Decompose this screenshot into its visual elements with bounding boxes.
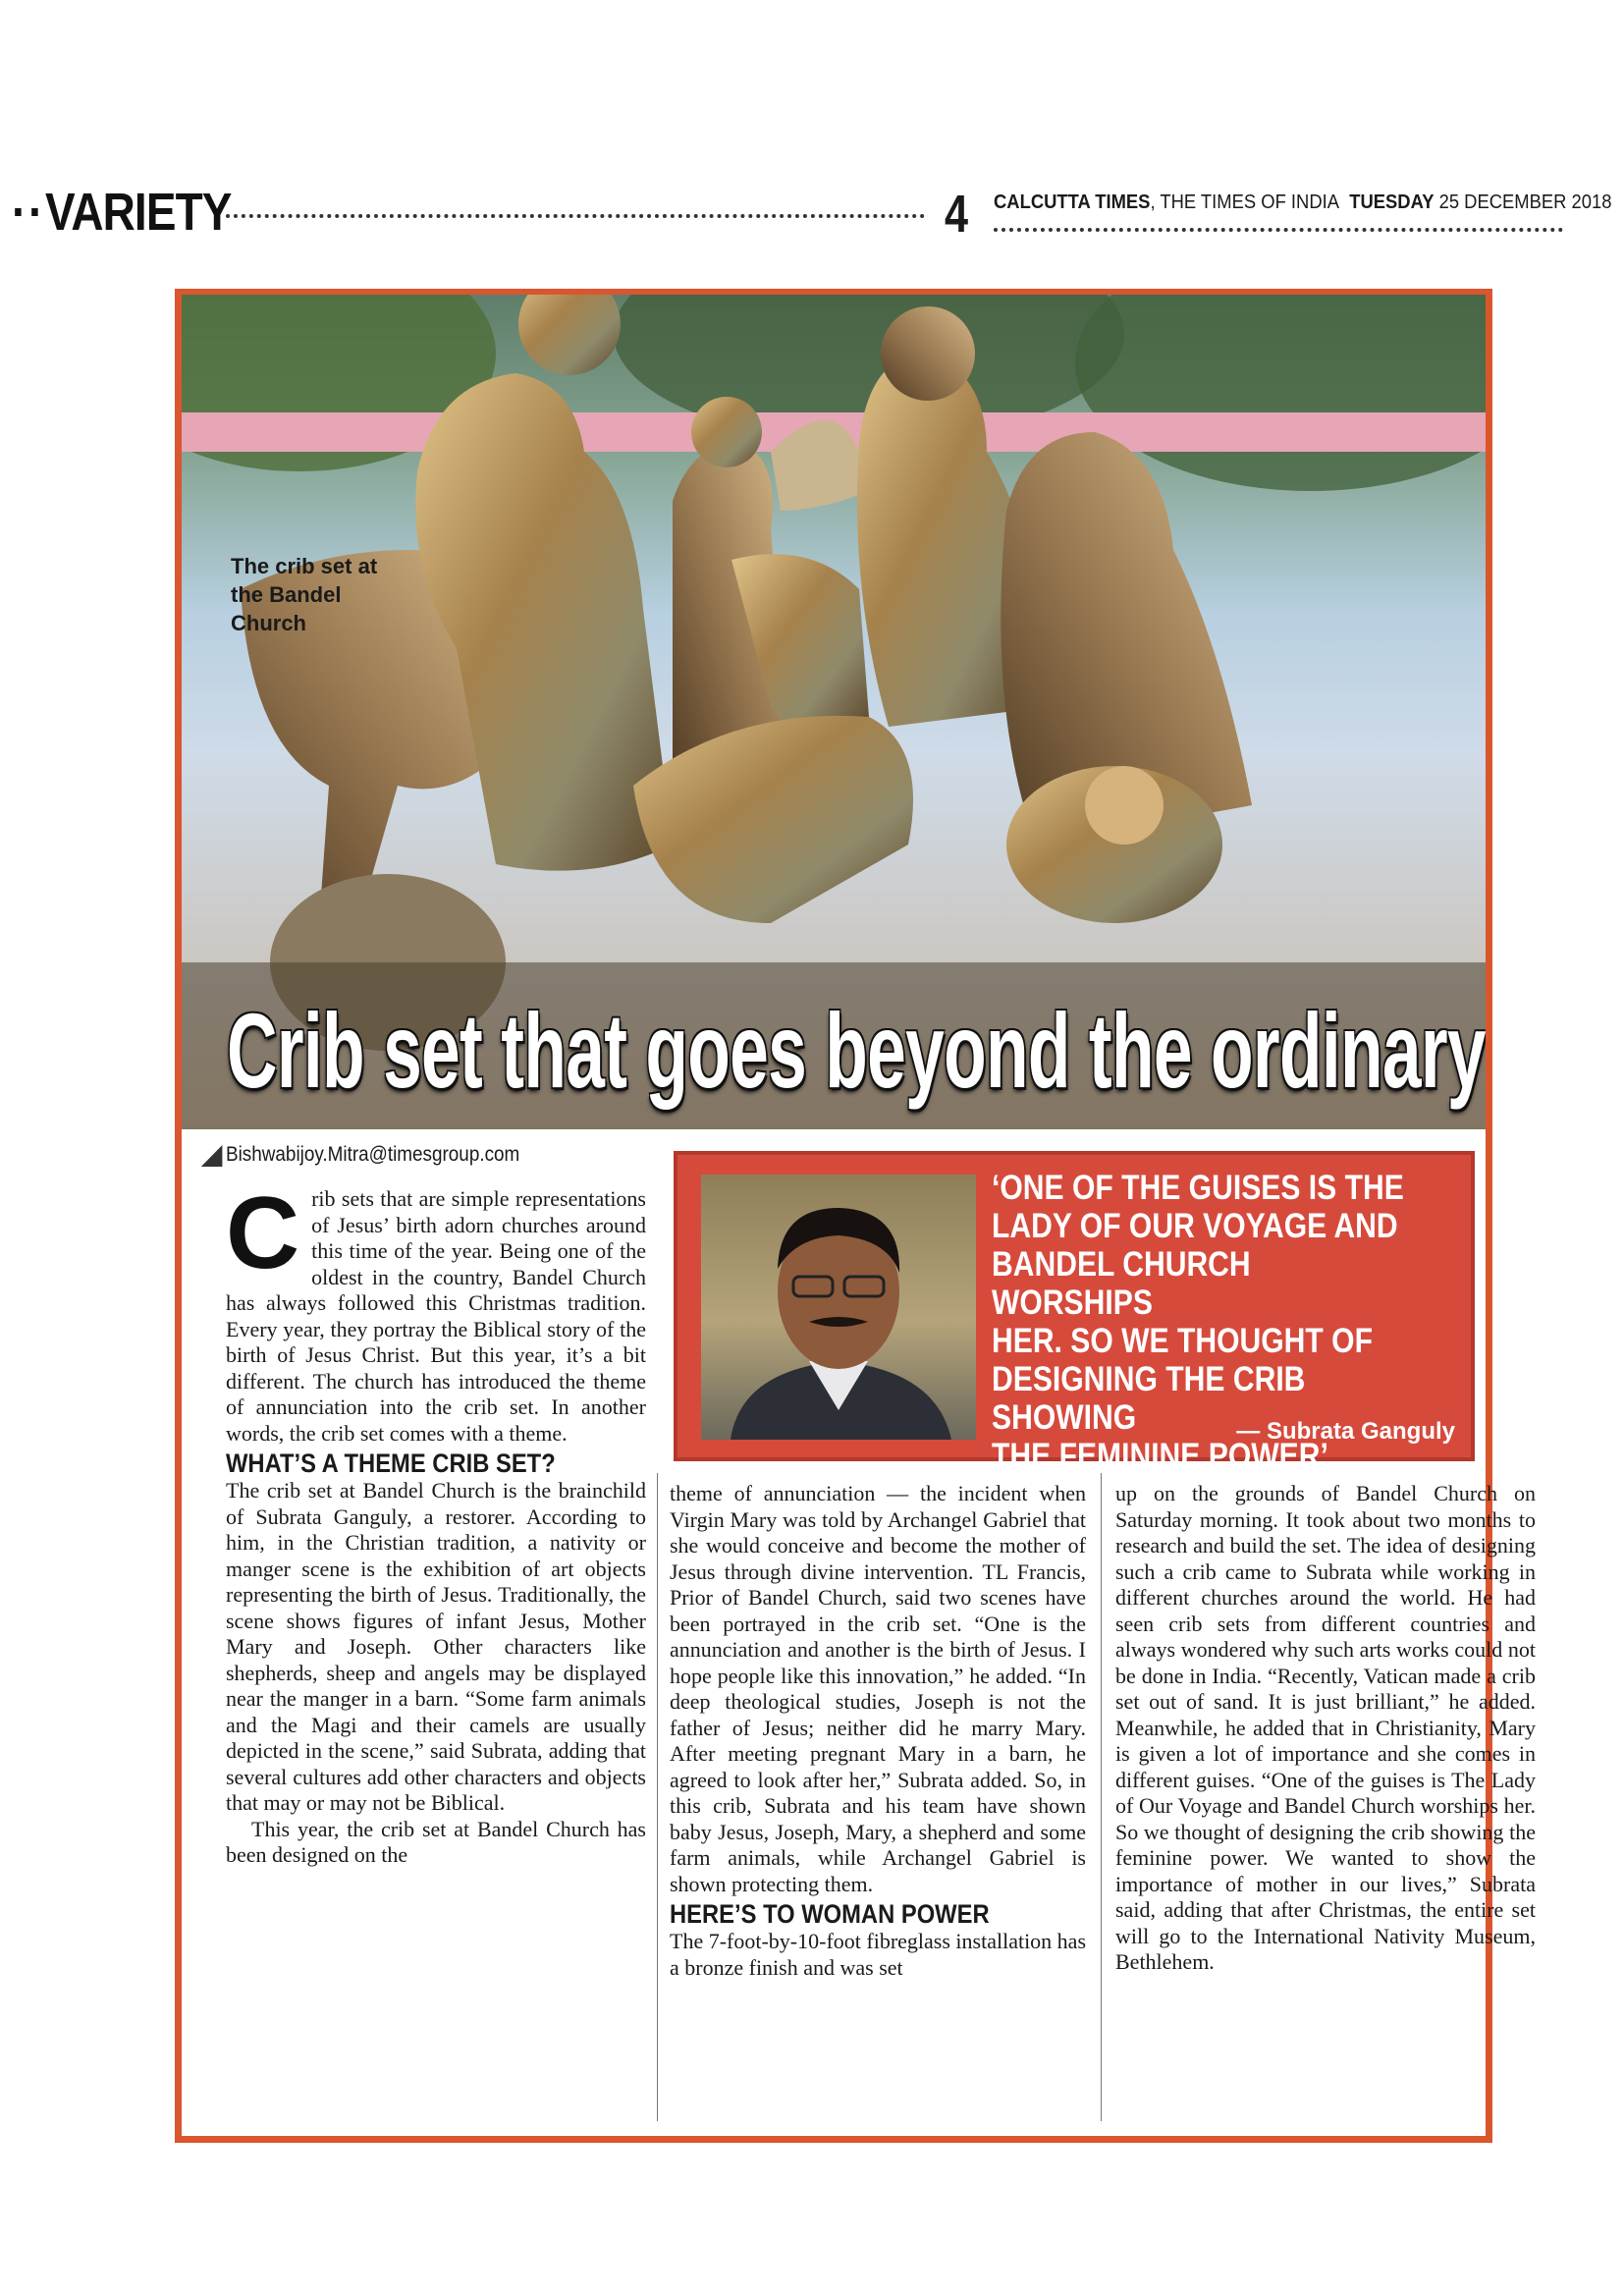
col2-paragraph-1: theme of annunciation — the incident when Virgin Mary was told by Archangel Gabriel that she would conceive and become the mother of Jesus through divine intervention. TL Francis, Prior of Bandel Church, said two scenes have been portrayed in the crib set. “One is the annunciation and another is the birth of Jesus. I hope people like this innovation,” he added. “In deep theological studies, Joseph is not the father of Jesus; neither did he marry Mary. After meeting pregnant Mary in a barn, he agreed to look after her,” Subrata added. So, in this crib, Subrata and his team have shown baby Jesus, Joseph, Mary, a shepherd and some farm animals, while Archangel Gabriel is shown protecting them.: [670, 1481, 1086, 1896]
intro-text: rib sets that are simple representations of Jesus’ birth adorn churches around this time of the year. Being one of the oldest in the country, Bandel Church has always followed this Christmas tradition. Every year, they portray the Biblical story of the birth of Jesus Christ. But this year, it’s a bit different. The church has introduced the theme of annunciation into the crib set. In another words, the crib set comes with a theme.: [226, 1186, 646, 1446]
page-number: 4: [945, 185, 969, 244]
section-name: ··VARIETY: [12, 183, 232, 242]
masthead-dotted-rule: [994, 228, 1563, 232]
pull-quote-attribution: — Subrata Ganguly: [1236, 1418, 1455, 1445]
byline: [226, 1141, 519, 1169]
header-dotted-rule: [226, 214, 925, 218]
intro-paragraph: [226, 1176, 646, 1447]
byline-marker-icon: [201, 1145, 223, 1167]
article-column-3: [1115, 1481, 1536, 1976]
portrait-illustration: [701, 1175, 976, 1440]
author-email: Bishwabijoy.Mitra@timesgroup.com: [226, 1143, 520, 1166]
page-header: [12, 183, 1612, 244]
headline: Crib set that goes beyond the ordinary: [227, 991, 1486, 1110]
section-label: VARIETY: [44, 183, 232, 242]
pull-quote-box: [674, 1151, 1475, 1475]
col3-paragraph-1: up on the grounds of Bandel Church on Saturday morning. It took about two months to research and build the set. The idea of designing such a crib came to Subrata while working in different churches around the world. He had seen crib sets from different countries and always wondered why such arts works could not be done in India. “Recently, Vatican made a crib set out of sand. It is just brilliant,” he added. Meanwhile, he added that in Christianity, Mary is given a lot of importance and she comes in different guises. “One of the guises is The Lady of Our Voyage and Bandel Church worships her. So we thought of designing the crib showing the feminine power. We wanted to show the importance of mother in our lives,” Subrata said, adding that after Christmas, the entire set will go to the International Nativity Museum, Bethlehem.: [1115, 1481, 1536, 1974]
subhead-woman-power: HERE’S TO WOMAN POWER: [670, 1899, 990, 1929]
subrata-ganguly-portrait: [701, 1175, 976, 1440]
paragraph-2: The crib set at Bandel Church is the brainchild of Subrata Ganguly, a restorer. According to him, in the Christian tradition, a nativity or manger scene is the exhibition of art objects representing the birth of Jesus. Traditionally, the scene shows figures of infant Jesus, Mother Mary and Joseph. Other characters like shepherds, sheep and angels may be displayed near the manger in a barn. “Some farm animals and the Magi and their camels are usually depicted in the scene,” said Subrata, adding that several cultures add other characters and objects that may or may not be Biblical.: [226, 1478, 646, 1815]
issue-day: TUESDAY: [1349, 191, 1435, 213]
masthead: [994, 191, 1611, 214]
column-divider: [657, 1473, 658, 2121]
article-column-1: [226, 1176, 646, 1869]
crib-set-photo: [182, 295, 1486, 1129]
photo-caption: The crib set at the Bandel Church: [231, 554, 378, 635]
paragraph-3: This year, the crib set at Bandel Church has been designed on the: [226, 1816, 646, 1867]
drop-cap: C: [226, 1176, 300, 1290]
publication-name: CALCUTTA TIMES: [994, 191, 1151, 213]
column-divider: [1101, 1473, 1102, 2121]
subhead-theme-crib: WHAT’S A THEME CRIB SET?: [226, 1449, 556, 1478]
col2-paragraph-2: The 7-foot-by-10-foot fibreglass installation has a bronze finish and was set: [670, 1929, 1087, 1980]
pull-quote-text: ‘ONE OF THE GUISES IS THE LADY OF OUR VOYAGE AND BANDEL CHURCH WORSHIPS HER. SO WE THOUGHT OF DESIGNING THE CRIB SHOWING THE FEMININE POWER’: [992, 1169, 1404, 1475]
paper-name: , THE TIMES OF INDIA: [1150, 191, 1340, 213]
article-column-2: [670, 1481, 1086, 1981]
issue-date: 25 DECEMBER 2018: [1438, 191, 1612, 213]
